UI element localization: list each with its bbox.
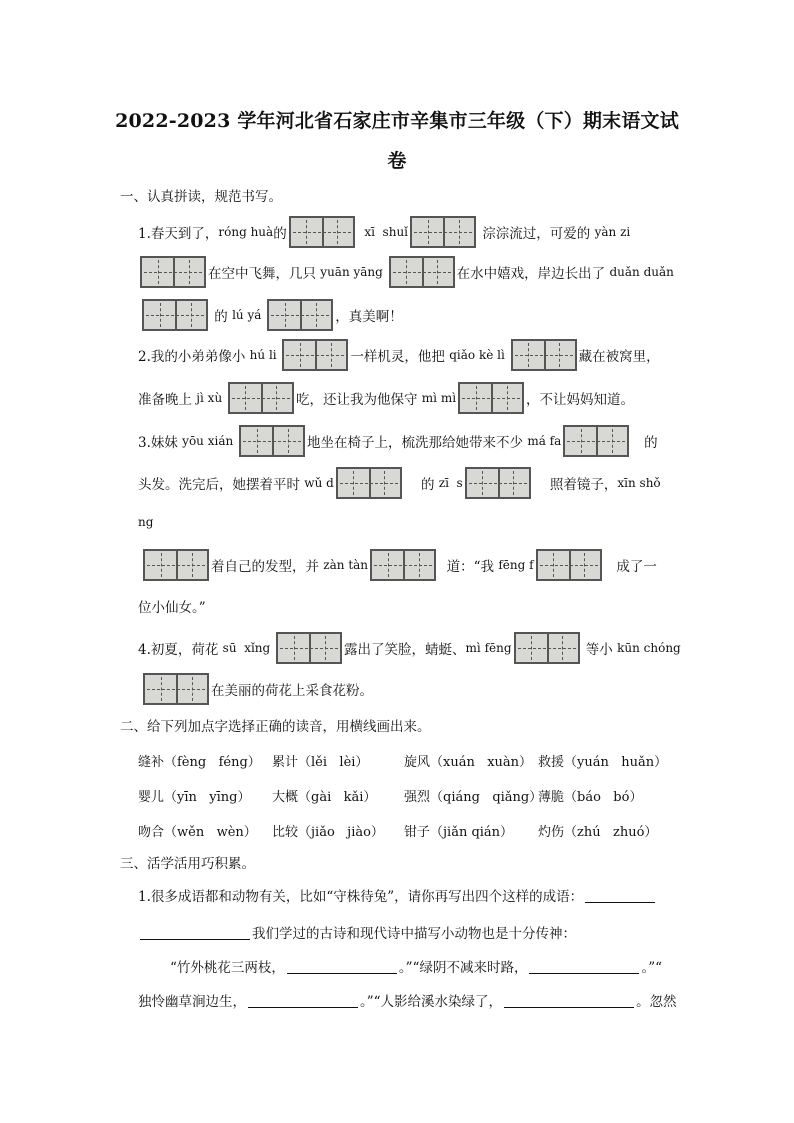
- sentence-text: 道：“我: [438, 559, 499, 575]
- writing-grid-box[interactable]: [563, 425, 629, 457]
- sentence-text: 3.妹妹: [138, 435, 183, 451]
- section1-heading: 一、认真拼读，规范书写。: [120, 189, 282, 205]
- exercise-line: [140, 297, 403, 333]
- sentence-text: 。”“人影给溪水染绿了，: [360, 994, 503, 1010]
- pinyin-text: fēng f: [498, 558, 534, 572]
- answer-blank[interactable]: [140, 925, 250, 940]
- sentence-text: 独怜幽草涧边生，: [138, 994, 246, 1010]
- pronunciation-option[interactable]: 钳子（jiǎn qián）: [404, 825, 514, 840]
- sentence-text: 露出了笑脸，蜻蜓、: [344, 642, 466, 658]
- sentence-text: 位小仙女。”: [138, 600, 206, 616]
- answer-blank[interactable]: [529, 959, 639, 974]
- exercise-line: [138, 254, 674, 290]
- exercise-line: [138, 982, 677, 1018]
- pinyin-text: jì xù: [196, 391, 226, 405]
- pronunciation-option[interactable]: 缝补（fèng féng）: [138, 755, 261, 770]
- document-title: 2022-2023 学年河北省石家庄市辛集市三年级（下）期末语文试: [115, 110, 679, 132]
- sentence-text: 的: [273, 226, 287, 242]
- section3-heading: 三、活学活用巧积累。: [120, 856, 255, 872]
- writing-grid-box[interactable]: [228, 382, 294, 414]
- pinyin-text: wǔ d: [304, 476, 334, 490]
- exercise-line: [138, 630, 681, 666]
- sentence-text: 等小: [581, 642, 618, 658]
- writing-grid-box[interactable]: [289, 216, 355, 248]
- exercise-line: [170, 948, 662, 984]
- pinyin-text: ng: [138, 515, 154, 529]
- pinyin-text: hú li: [249, 348, 281, 362]
- writing-grid-box[interactable]: [143, 549, 209, 581]
- sentence-text: 着自己的发型，并: [211, 559, 324, 575]
- writing-grid-box[interactable]: [370, 549, 436, 581]
- sentence-text: 在水中嬉戏，岸边长出了: [456, 266, 610, 282]
- pinyin-text: mì mì: [421, 391, 457, 405]
- sentence-text: 的: [210, 309, 233, 325]
- sentence-text: 。”“绿阴不减来时路，: [398, 960, 528, 976]
- exercise-line: [138, 504, 153, 540]
- writing-grid-box[interactable]: [536, 549, 602, 581]
- pinyin-text: yōu xián: [182, 434, 238, 448]
- answer-blank[interactable]: [287, 959, 397, 974]
- sentence-text: 照着镜子，: [532, 477, 618, 493]
- writing-grid-box[interactable]: [336, 467, 402, 499]
- sentence-text: 我们学过的古诗和现代诗中描写小动物也是十分传神：: [252, 926, 576, 942]
- pronunciation-option[interactable]: 吻合（wěn wèn）: [138, 825, 257, 840]
- exercise-line: [138, 214, 630, 250]
- exercise-line: [138, 337, 660, 373]
- pinyin-text: róng huà: [218, 225, 274, 239]
- sentence-text: 。”“: [641, 960, 663, 976]
- sentence-text: “竹外桃花三两枝，: [170, 960, 285, 976]
- sentence-text: ，不让妈妈知道。: [526, 392, 635, 408]
- exercise-line: [141, 671, 373, 707]
- writing-grid-box[interactable]: [276, 632, 342, 664]
- sentence-text: 。忽然: [636, 994, 677, 1010]
- sentence-text: 的: [403, 477, 439, 493]
- pronunciation-option[interactable]: 薄脆（báo bó）: [538, 790, 643, 805]
- sentence-text: 在空中飞舞，几只: [208, 266, 321, 282]
- exercise-line: [138, 588, 206, 624]
- writing-grid-box[interactable]: [511, 339, 577, 371]
- pinyin-text: yuān yāng: [320, 265, 387, 279]
- pinyin-text: xīn shǒ: [617, 476, 661, 490]
- sentence-text: 4.初夏，荷花: [138, 642, 223, 658]
- writing-grid-box[interactable]: [282, 339, 348, 371]
- pronunciation-option[interactable]: 救援（yuán huǎn）: [538, 755, 668, 770]
- exercise-line: [141, 547, 657, 583]
- pronunciation-option[interactable]: 比较（jiǎo jiào）: [272, 825, 384, 840]
- pronunciation-option[interactable]: 婴儿（yīn yīng）: [138, 790, 251, 805]
- writing-grid-box[interactable]: [458, 382, 524, 414]
- sentence-text: 地坐在椅子上，梳洗那给她带来不少: [307, 435, 528, 451]
- exercise-line: [138, 914, 576, 950]
- sentence-text: 成了一: [603, 559, 657, 575]
- sentence-text: 头发。洗完后，她摆着平时: [138, 477, 305, 493]
- pronunciation-option[interactable]: 灼伤（zhú zhuó）: [538, 825, 658, 840]
- sentence-text: ，真美啊！: [335, 309, 403, 325]
- writing-grid-box[interactable]: [410, 216, 476, 248]
- pinyin-text: qiǎo kè lì: [449, 348, 509, 362]
- sentence-text: 藏在被窝里，: [578, 349, 660, 365]
- pronunciation-option[interactable]: 强烈（qiáng qiǎng）: [404, 790, 543, 805]
- exercise-line: [138, 877, 657, 913]
- sentence-text: 1.春天到了，: [138, 226, 219, 242]
- pronunciation-option[interactable]: 大概（gài kǎi）: [272, 790, 377, 805]
- sentence-text: 准备晚上: [138, 392, 197, 408]
- sentence-text: 一样机灵，他把: [350, 349, 450, 365]
- pinyin-text: zàn tàn: [323, 558, 369, 572]
- sentence-text: 淙淙流过，可爱的: [478, 226, 595, 242]
- exercise-line: [138, 465, 661, 501]
- writing-grid-box[interactable]: [267, 299, 333, 331]
- exercise-line: [138, 380, 634, 416]
- answer-blank[interactable]: [504, 993, 634, 1008]
- document-title-continued: 卷: [387, 150, 407, 172]
- writing-grid-box[interactable]: [140, 256, 206, 288]
- pinyin-text: yàn zi: [594, 225, 631, 239]
- pinyin-text: duǎn duǎn: [609, 265, 674, 279]
- exercise-line: [138, 423, 658, 459]
- writing-grid-box[interactable]: [143, 673, 209, 705]
- answer-blank[interactable]: [248, 993, 358, 1008]
- sentence-text: 1.很多成语都和动物有关，比如“守株待兔”，请你再写出四个这样的成语：: [138, 889, 584, 905]
- pronunciation-option[interactable]: 旋风（xuán xuàn）: [404, 755, 533, 770]
- sentence-text: 吃，还让我为他保守: [295, 392, 422, 408]
- pinyin-text: sū xǐng: [222, 641, 275, 655]
- pinyin-text: xī shuǐ: [356, 225, 409, 239]
- pronunciation-option[interactable]: 累计（lěi lèi）: [272, 755, 369, 770]
- pinyin-text: má fa: [527, 434, 562, 448]
- sentence-text: 在美丽的荷花上采食花粉。: [211, 683, 373, 699]
- sentence-text: 的: [631, 435, 658, 451]
- writing-grid-box[interactable]: [514, 632, 580, 664]
- writing-grid-box[interactable]: [142, 299, 208, 331]
- section2-heading: 二、给下列加点字选择正确的读音，用横线画出来。: [120, 719, 431, 735]
- pinyin-text: mì fēng: [465, 641, 512, 655]
- writing-grid-box[interactable]: [239, 425, 305, 457]
- answer-blank[interactable]: [585, 888, 655, 903]
- sentence-text: 2.我的小弟弟像小: [138, 349, 250, 365]
- pinyin-text: zī s: [438, 476, 463, 490]
- pinyin-text: kūn chóng: [617, 641, 681, 655]
- writing-grid-box[interactable]: [465, 467, 531, 499]
- writing-grid-box[interactable]: [389, 256, 455, 288]
- pinyin-text: lú yá: [232, 308, 266, 322]
